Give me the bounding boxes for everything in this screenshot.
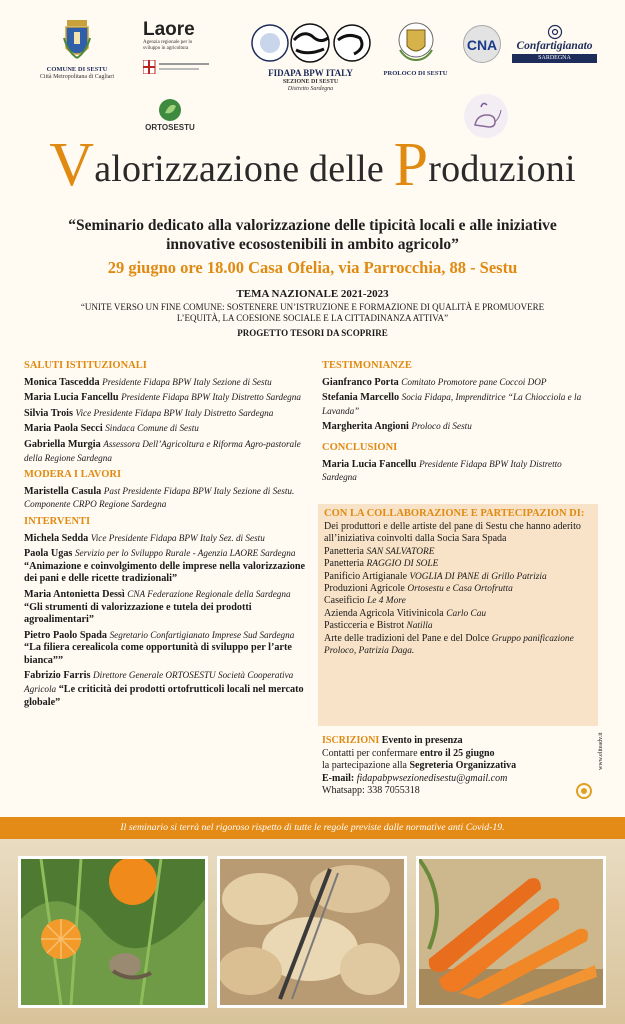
entry-role: Presidente Fidapa BPW Italy Distretto Sardegna [121,392,301,403]
entry-talk: “Gli strumenti di valorizzazione e tutela dei prodotti agroalimentari” [24,601,252,626]
interventi-entry [24,532,307,546]
saluti-heading: SALUTI ISTITUZIONALI [24,360,147,371]
entry-role: Assessora Dell’Agricoltura e Riforma Agro-pastorale della Regione Sardegna [24,438,301,463]
iscrizioni-line-2 [322,760,572,773]
email-link[interactable]: fidapabpwsezionedisestu@gmail.com [356,772,508,784]
entry-role: CNA Federazione Regionale della Sardegna [127,588,291,599]
fidapa-caption: FIDAPA BPW ITALY [268,68,353,78]
entry-role: Vice Presidente Fidapa BPW Italy Sez. di Sestu [90,532,265,543]
photo-carrots [416,856,606,1008]
collab-item [324,546,592,558]
tema-heading: TEMA NAZIONALE 2021-2023 [236,288,389,300]
proloco-crest-icon [396,20,436,64]
collab-item-detail: SAN SALVATORE [366,546,435,557]
modera-entry [24,485,307,512]
ortosestu-logo [145,98,195,132]
sestu-sub: Città Metropolitana di Cagliari [39,74,115,80]
testimonianze-entry [322,391,598,418]
iscrizioni-mode: Evento in presenza [381,735,463,746]
laore-logo [143,20,223,74]
entry-name: Pietro Paolo Spada [24,629,108,641]
fidapa-globes-icon [248,22,373,64]
cna-badge [463,25,501,63]
entry-name: Michela Sedda [24,532,89,544]
collab-item-name: Caseificio [324,595,365,607]
entry-role: Presidente Fidapa BPW Italy Distretto Sardegna [322,458,562,483]
regione-sardegna-icon [143,60,213,74]
laore-sub: Agenzia regionale per lo sviluppo in agricoltura [143,40,193,51]
collab-item-detail: Ortosestu e Casa Ortofrutta [407,584,513,595]
collab-item-name: Produzioni Agricole [324,583,405,595]
entry-name: Maria Antonietta Dessì [24,588,125,600]
iscrizioni-line1a: Contatti per confermare [322,747,421,759]
collab-item-detail: RAGGIO DI SOLE [366,559,439,570]
collab-item [324,620,592,632]
laore-name: Laore [143,19,195,40]
confart-text: Confartigianato [516,40,593,52]
entry-role: Direttore Generale ORTOSESTU Società Cooperativa Agricola [24,670,294,695]
entry-name: Gabriella Murgia [24,438,101,450]
saluti-entry [24,376,307,390]
iscrizioni-block [322,735,572,798]
collab-item-name: Panetteria [324,545,364,557]
elite-logo-icon [574,782,594,806]
modera-heading: MODERA I LAVORI [24,469,122,481]
saluti-entry [24,438,307,465]
conclusioni-heading: CONCLUSIONI [322,441,398,453]
entry-name: Silvia Trois [24,407,73,419]
entry-role: Vice Presidente Fidapa BPW Italy Distretto Sardegna [75,407,274,418]
collab-item [324,608,592,620]
fidapa-sub1: SEZIONE DI SESTU [282,79,339,85]
entry-name: Maristella Casula [24,485,102,497]
collab-item [324,583,592,595]
entry-name: Stefania Marcello [322,392,400,404]
subtitle: “Seminario dedicato alla valorizzazione delle tipicità locali e alle iniziative innovative ecosostenibili in ambito agricolo” [68,217,557,253]
collab-item [324,558,592,570]
collab-item [324,571,592,583]
entry-role: Past Presidente Fidapa BPW Italy Sezione di Sestu. Componente CRPO Regione Sardegna [24,485,295,510]
collab-item-detail: Natilla [406,621,433,632]
iscrizioni-heading: ISCRIZIONI [322,735,380,746]
collab-item-name: Azienda Agricola Vitivinicola [324,607,444,619]
testimonianze-entry [322,376,598,390]
collab-item-detail: Gruppo panificazione Proloco, Patrizia Daga. [324,633,574,657]
proloco-logo [378,20,453,78]
entry-name: Fabrizio Farris [24,670,91,682]
testimonianze-heading: TESTIMONIANZE [322,360,412,371]
web-mark: www.eliteadv.it [598,732,604,770]
collab-item-name: Panetteria [324,558,364,570]
iscrizioni-email-line [322,773,572,786]
confartigianato-logo [512,24,597,63]
entry-role: Proloco di Sestu [411,421,472,432]
collab-intro: Dei produttori e delle artiste del pane di Sestu che hanno aderito all’iniziativa coinvolti dalla Socia Sara Spada [324,521,581,545]
iscrizioni-line-title [322,735,572,748]
cna-logo [462,25,502,63]
left-column [24,356,307,711]
whatsapp-number[interactable]: 338 7055318 [367,785,420,797]
fidapa-sub2: Distretto Sardegna [287,86,334,92]
collab-item-name: Pasticceria e Bistrot [324,620,404,632]
saluti-entry [24,391,307,405]
confart-sub-bar [512,54,597,63]
collab-item-detail: VOGLIA DI PANE di Grillo Patrizia [409,571,547,582]
whatsapp-label: Whatsapp: [322,785,365,797]
title-initial-p: P [393,131,429,199]
fidapa-logo [248,22,373,93]
at-sign-icon [547,24,563,40]
collab-heading: CON LA COLLABORAZIONE E PARTECIPAZION DI: [324,508,585,519]
saluti-entry [24,407,307,421]
entry-role: Socia Fidapa, Imprenditrice “La Chiocciola e la Lavanda” [322,392,582,416]
collab-item-detail: Le 4 More [367,596,406,607]
sestu-crest-icon [62,18,92,62]
conclusioni-entry [322,458,598,485]
iscrizioni-line2b: Segreteria Organizzativa [409,760,517,772]
collab-item [324,633,592,658]
entry-name: Monica Tascedda [24,376,100,388]
entry-role: Servizio per lo Sviluppo Rurale - Agenzia LAORE Sardegna [74,548,296,559]
iscrizioni-line1b: entro il 25 giugno [420,747,495,759]
carrots-image-icon [419,859,603,1005]
entry-name: Maria Paola Secci [24,423,103,435]
collab-item-detail: Carlo Cau [446,608,487,619]
page-title [0,130,625,201]
tema-description: “UNITE VERSO UN FINE COMUNE: SOSTENERE UN’ISTRUZIONE E FORMAZIONE DI QUALITÀ E PROMUOVERE L’EQUITÀ, LA COESIONE SOCIALE E LA CITTADINANZA ATTIVA” [80,302,545,323]
covid-note-bar [0,817,625,839]
iscrizioni-line2a: la partecipazione alla [322,760,410,772]
progetto-label: PROGETTO TESORI DA SCOPRIRE [237,328,388,338]
event-dateline: 29 giugno ore 18.00 Casa Ofelia, via Parrocchia, 88 - Sestu [107,258,518,277]
collaboration-box [318,504,598,726]
iscrizioni-line-1 [322,748,572,761]
entry-role: Sindaca Comune di Sestu [105,423,199,434]
entry-name: Maria Lucia Fancellu [24,392,119,404]
cna-text: CNA [466,37,498,53]
interventi-entry [24,629,307,668]
testimonianze-entry [322,420,598,434]
entry-talk: “Animazione e coinvolgimento delle imprese nella valorizzazione dei pani e delle ricette tradizionali” [24,560,306,585]
proloco-caption: PROLOCO DI SESTU [383,70,448,77]
interventi-entry [24,669,307,709]
entry-name: Paola Ugas [24,548,73,560]
covid-note: Il seminario si terrà nel rigoroso rispetto di tutte le regole previste dalle normative anti Covid-19. [120,822,505,833]
interventi-entry [24,547,307,586]
entry-talk: “Le criticità dei prodotti ortofrutticoli locali nel mercato globale” [24,684,304,708]
confart-sub: SARDEGNA [538,55,571,61]
photo-bread [217,856,407,1008]
comune-sestu-logo [22,18,132,81]
entry-name: Gianfranco Porta [322,376,399,388]
title-initial-v: V [49,131,95,199]
collab-item [324,595,592,607]
email-label: E-mail: [322,772,355,784]
entry-role: Presidente Fidapa BPW Italy Sezione di Sestu [102,376,272,387]
title-part2: roduzioni [428,148,576,190]
interventi-entry [24,588,307,627]
ortosestu-caption: ORTOSESTU [145,123,195,132]
saluti-entry [24,422,307,436]
title-part1: alorizzazione delle [94,148,394,190]
sestu-caption: COMUNE DI SESTU [46,66,108,73]
orange-snail-image-icon [21,859,205,1005]
collab-item-name: Panificio Artigianale [324,570,408,582]
interventi-heading: INTERVENTI [24,515,91,527]
entry-name: Maria Lucia Fancellu [322,458,417,470]
ortosestu-leaf-icon [158,98,182,122]
photo-orange-snail [18,856,208,1008]
iscrizioni-whatsapp-line [322,785,572,798]
entry-role: Comitato Promotore pane Coccoi DOP [401,376,547,387]
photo-strip [0,839,625,1024]
entry-talk: “La filiera cerealicola come opportunità di sviluppo per l’arte bianca”” [24,642,292,666]
bread-image-icon [220,859,404,1005]
collab-item-name: Arte delle tradizioni del Pane e del Dolce [324,632,490,644]
entry-name: Margherita Angioni [322,421,409,433]
right-column [322,356,598,487]
entry-role: Segretario Confartigianato Imprese Sud Sardegna [109,629,295,640]
